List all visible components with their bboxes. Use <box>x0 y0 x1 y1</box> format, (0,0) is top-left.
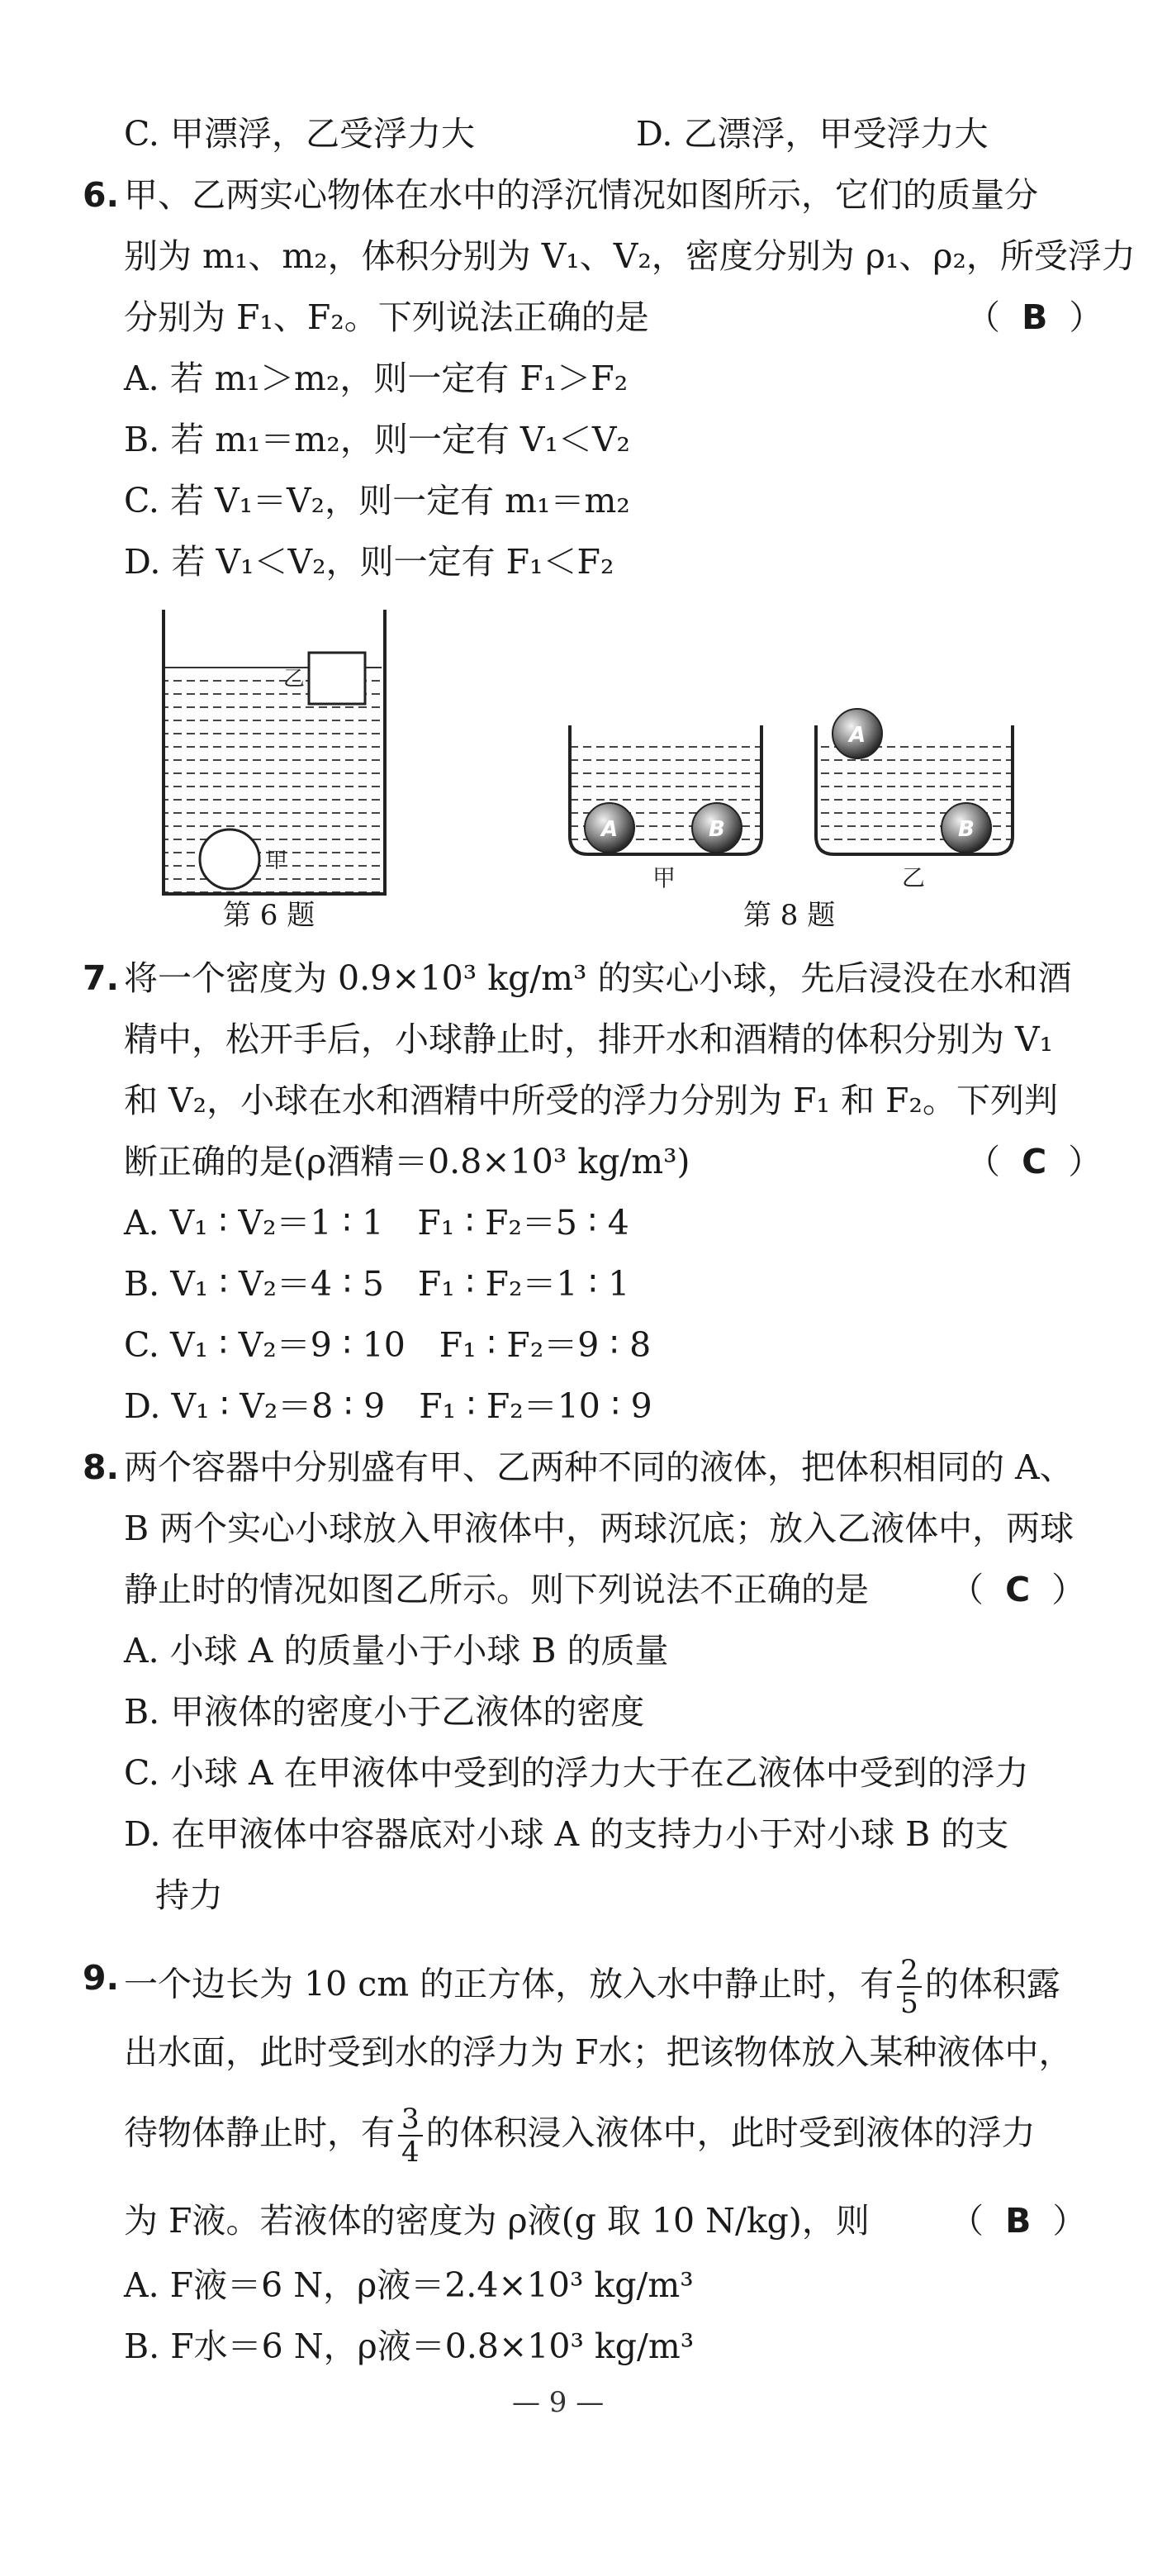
svg-text:B: B <box>709 817 725 842</box>
question-8-answer-letter: C <box>1005 1570 1031 1609</box>
figure-6-container <box>164 610 385 894</box>
question-7-option-c: C. V₁ ∶ V₂＝9 ∶ 10 F₁ ∶ F₂＝9 ∶ 8 <box>124 1325 652 1365</box>
question-6-option-a: A. 若 m₁＞m₂，则一定有 F₁＞F₂ <box>124 359 629 398</box>
question-6-line-2: 别为 m₁、m₂，体积分别为 V₁、V₂，密度分别为 ρ₁、ρ₂，所受浮力 <box>124 236 1136 276</box>
question-6-answer: （ B ） <box>966 297 1103 337</box>
question-8-option-d: D. 在甲液体中容器底对小球 A 的支持力小于对小球 B 的支 <box>124 1814 1009 1854</box>
question-9-line-3: 待物体静止时，有 $\frac{3}{4}$ 的体积浸入液体中，此时受到液体的浮力 <box>124 2103 1036 2169</box>
figure-8-container-jia <box>570 725 761 891</box>
page-number: — 9 — <box>512 2386 605 2419</box>
figure-8-label-yi: 乙 <box>902 864 926 891</box>
question-8-option-d-cont: 持力 <box>155 1875 223 1915</box>
question-9-answer-letter: B <box>1005 2201 1032 2241</box>
question-8-line-2: B 两个实心小球放入甲液体中，两球沉底；放入乙液体中，两球 <box>124 1509 1074 1548</box>
question-7-option-d: D. V₁ ∶ V₂＝8 ∶ 9 F₁ ∶ F₂＝10 ∶ 9 <box>124 1386 652 1426</box>
prev-option-c: C. 甲漂浮，乙受浮力大 <box>124 114 475 154</box>
figure-6-label-yi: 乙 <box>283 667 306 692</box>
question-8-number: 8. <box>83 1447 120 1487</box>
question-7-line-4: 断正确的是(ρ酒精＝0.8×10³ kg/m³) <box>124 1142 690 1181</box>
question-6-line-3: 分别为 F₁、F₂。下列说法正确的是 <box>124 297 649 337</box>
fraction-two-fifths: $\frac{2}{5}$ <box>897 1955 922 2019</box>
question-8-option-a: A. 小球 A 的质量小于小球 B 的质量 <box>124 1631 669 1671</box>
figures-area <box>0 595 1167 942</box>
fraction-three-quarters: $\frac{3}{4}$ <box>398 2103 423 2168</box>
figure-8-container-yi <box>816 709 1013 891</box>
figure-6-label-jia: 甲 <box>266 848 288 873</box>
question-8-option-c: C. 小球 A 在甲液体中受到的浮力大于在乙液体中受到的浮力 <box>124 1753 1029 1793</box>
figure-8-caption: 第 8 题 <box>743 899 836 932</box>
question-7-line-3: 和 V₂，小球在水和酒精中所受的浮力分别为 F₁ 和 F₂。下列判 <box>124 1081 1058 1120</box>
question-6-answer-letter: B <box>1022 297 1048 337</box>
svg-text:B: B <box>958 817 975 842</box>
question-7-option-b: B. V₁ ∶ V₂＝4 ∶ 5 F₁ ∶ F₂＝1 ∶ 1 <box>124 1264 630 1304</box>
ball-jia <box>200 829 259 889</box>
svg-text:A: A <box>601 817 619 842</box>
question-8-option-b: B. 甲液体的密度小于乙液体的密度 <box>124 1692 645 1732</box>
question-6-option-c: C. 若 V₁＝V₂，则一定有 m₁＝m₂ <box>124 481 630 520</box>
svg-text:A: A <box>849 723 866 748</box>
question-7-answer-letter: C <box>1022 1142 1047 1181</box>
block-yi <box>309 653 365 704</box>
question-7-number: 7. <box>83 958 120 998</box>
question-9-line-4: 为 F液。若液体的密度为 ρ液(g 取 10 N/kg)，则 <box>124 2201 870 2241</box>
question-8-line-3: 静止时的情况如图乙所示。则下列说法不正确的是 <box>124 1570 869 1609</box>
question-9-answer: （ B ） <box>950 2201 1087 2241</box>
question-6-option-d: D. 若 V₁＜V₂，则一定有 F₁＜F₂ <box>124 542 614 582</box>
question-6-number: 6. <box>83 175 120 215</box>
question-7-answer: （ C ） <box>966 1142 1103 1181</box>
question-7-line-1: 将一个密度为 0.9×10³ kg/m³ 的实心小球，先后浸没在水和酒 <box>124 958 1072 998</box>
question-7-line-2: 精中，松开手后，小球静止时，排开水和酒精的体积分别为 V₁ <box>124 1019 1054 1059</box>
figure-6-caption: 第 6 题 <box>223 899 315 932</box>
question-7-option-a: A. V₁ ∶ V₂＝1 ∶ 1 F₁ ∶ F₂＝5 ∶ 4 <box>124 1203 629 1243</box>
prev-option-d: D. 乙漂浮，甲受浮力大 <box>636 114 989 154</box>
question-9-line-1: 一个边长为 10 cm 的正方体，放入水中静止时，有 $\frac{2}{5}$ 的体积露 <box>124 1954 1060 2020</box>
question-9-line-2: 出水面，此时受到水的浮力为 F水；把该物体放入某种液体中， <box>124 2032 1073 2072</box>
question-8-line-1: 两个容器中分别盛有甲、乙两种不同的液体，把体积相同的 A、 <box>124 1447 1074 1487</box>
question-6-option-b: B. 若 m₁＝m₂，则一定有 V₁＜V₂ <box>124 420 630 459</box>
question-9-option-a: A. F液＝6 N，ρ液＝2.4×10³ kg/m³ <box>124 2265 694 2305</box>
question-9-option-b: B. F水＝6 N，ρ液＝0.8×10³ kg/m³ <box>124 2326 695 2366</box>
figure-8-label-jia: 甲 <box>652 864 676 891</box>
question-9-number: 9. <box>83 1958 120 1998</box>
question-8-answer: （ C ） <box>950 1570 1086 1609</box>
question-6-line-1: 甲、乙两实心物体在水中的浮沉情况如图所示，它们的质量分 <box>124 175 1038 215</box>
